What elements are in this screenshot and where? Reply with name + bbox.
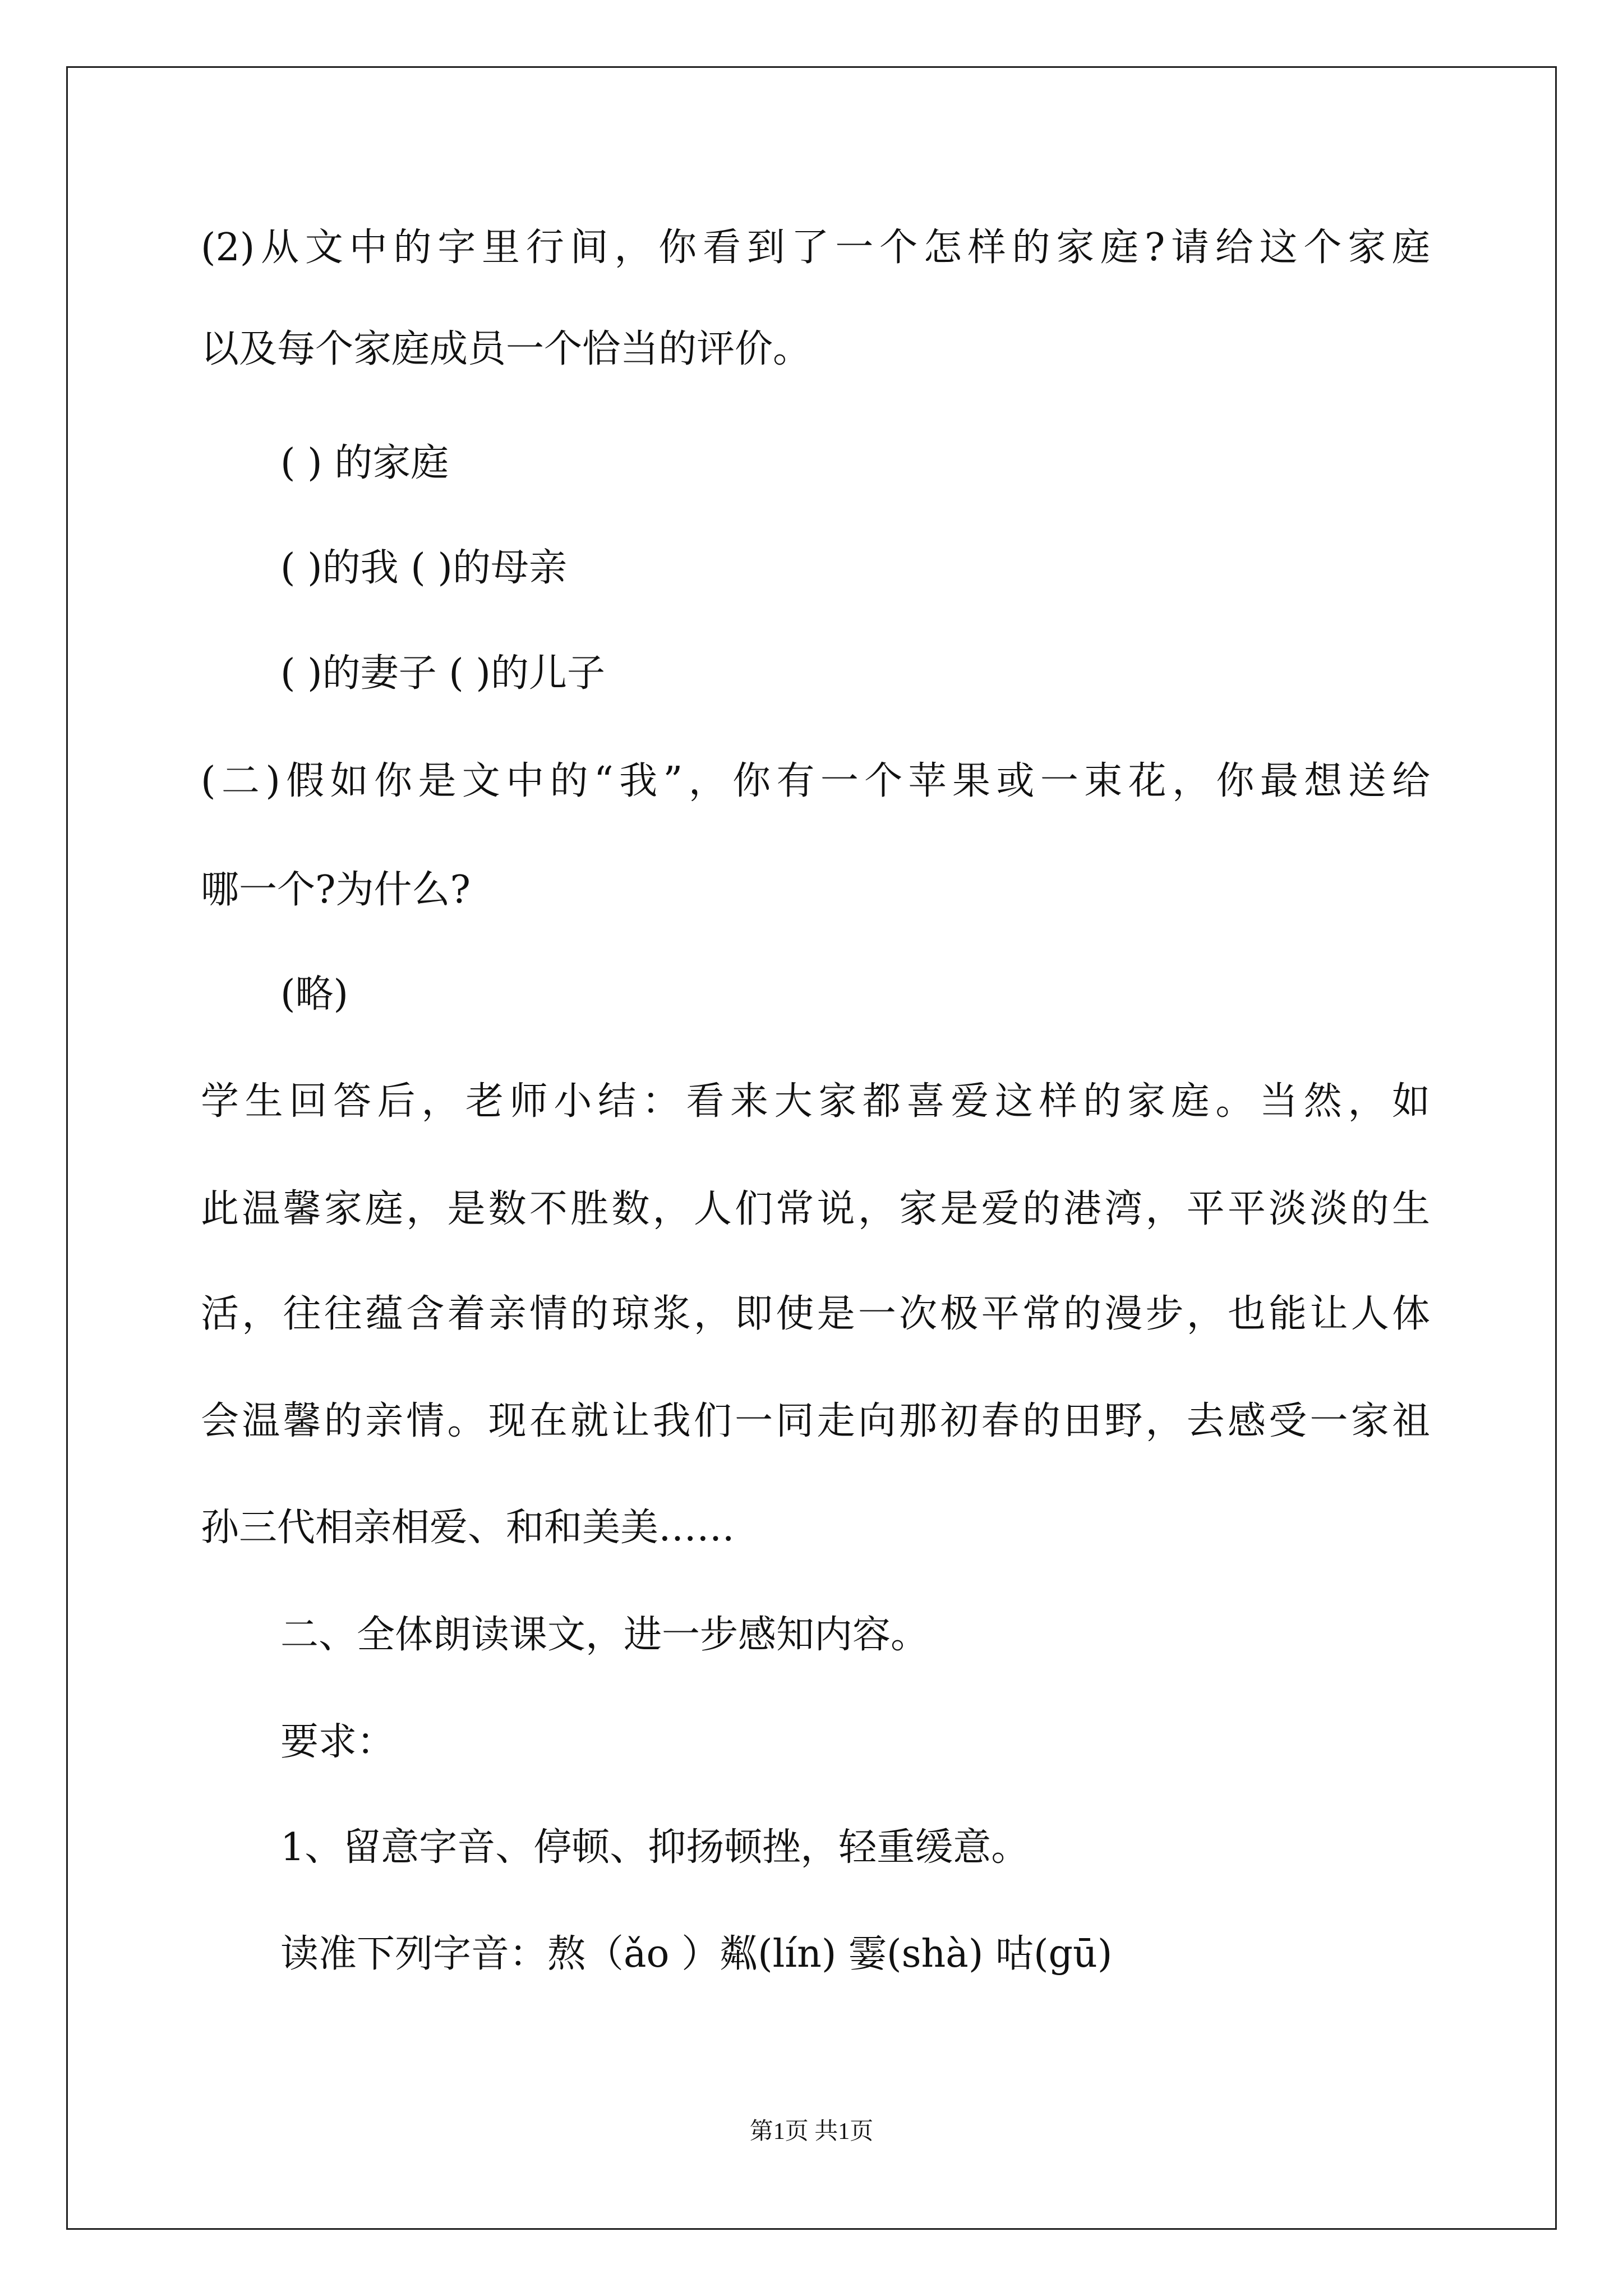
paragraph-line: (二)假如你是文中的“我”，你有一个苹果或一束花，你最想送给 bbox=[201, 759, 1430, 803]
paragraph-line: 哪一个?为什么? bbox=[201, 868, 471, 912]
page-border bbox=[66, 66, 1557, 2230]
paragraph-line: (2)从文中的字里行间，你看到了一个怎样的家庭?请给这个家庭 bbox=[201, 226, 1430, 270]
paragraph-line: 会温馨的亲情。现在就让我们一同走向那初春的田野，去感受一家祖 bbox=[201, 1399, 1430, 1443]
paragraph-line: 学生回答后，老师小结：看来大家都喜爱这样的家庭。当然，如 bbox=[201, 1079, 1430, 1124]
paragraph-line: 此温馨家庭，是数不胜数，人们常说，家是爱的港湾，平平淡淡的生 bbox=[201, 1187, 1430, 1231]
paragraph-line: 以及每个家庭成员一个恰当的评价。 bbox=[201, 327, 811, 371]
paragraph-line: 要求： bbox=[280, 1720, 395, 1764]
paragraph-line: 读准下列字音：熬（ǎo ）粼(lín) 霎(shà) 咕(gū) bbox=[280, 1932, 1113, 1976]
page-footer: 第1页 共1页 bbox=[749, 2119, 874, 2145]
paragraph-line: ( )的妻子 ( )的儿子 bbox=[280, 651, 605, 696]
paragraph-line: 孙三代相亲相爱、和和美美…… bbox=[201, 1506, 735, 1550]
paragraph-line: 1、留意字音、停顿、抑扬顿挫，轻重缓意。 bbox=[280, 1825, 1030, 1870]
paragraph-line: 活，往往蕴含着亲情的琼浆，即使是一次极平常的漫步，也能让人体 bbox=[201, 1292, 1430, 1336]
paragraph-line: ( )的我 ( )的母亲 bbox=[280, 546, 567, 590]
paragraph-line: 二、全体朗读课文，进一步感知内容。 bbox=[280, 1613, 929, 1657]
paragraph-line: (略) bbox=[280, 972, 349, 1016]
paragraph-line: ( ) 的家庭 bbox=[280, 441, 449, 485]
